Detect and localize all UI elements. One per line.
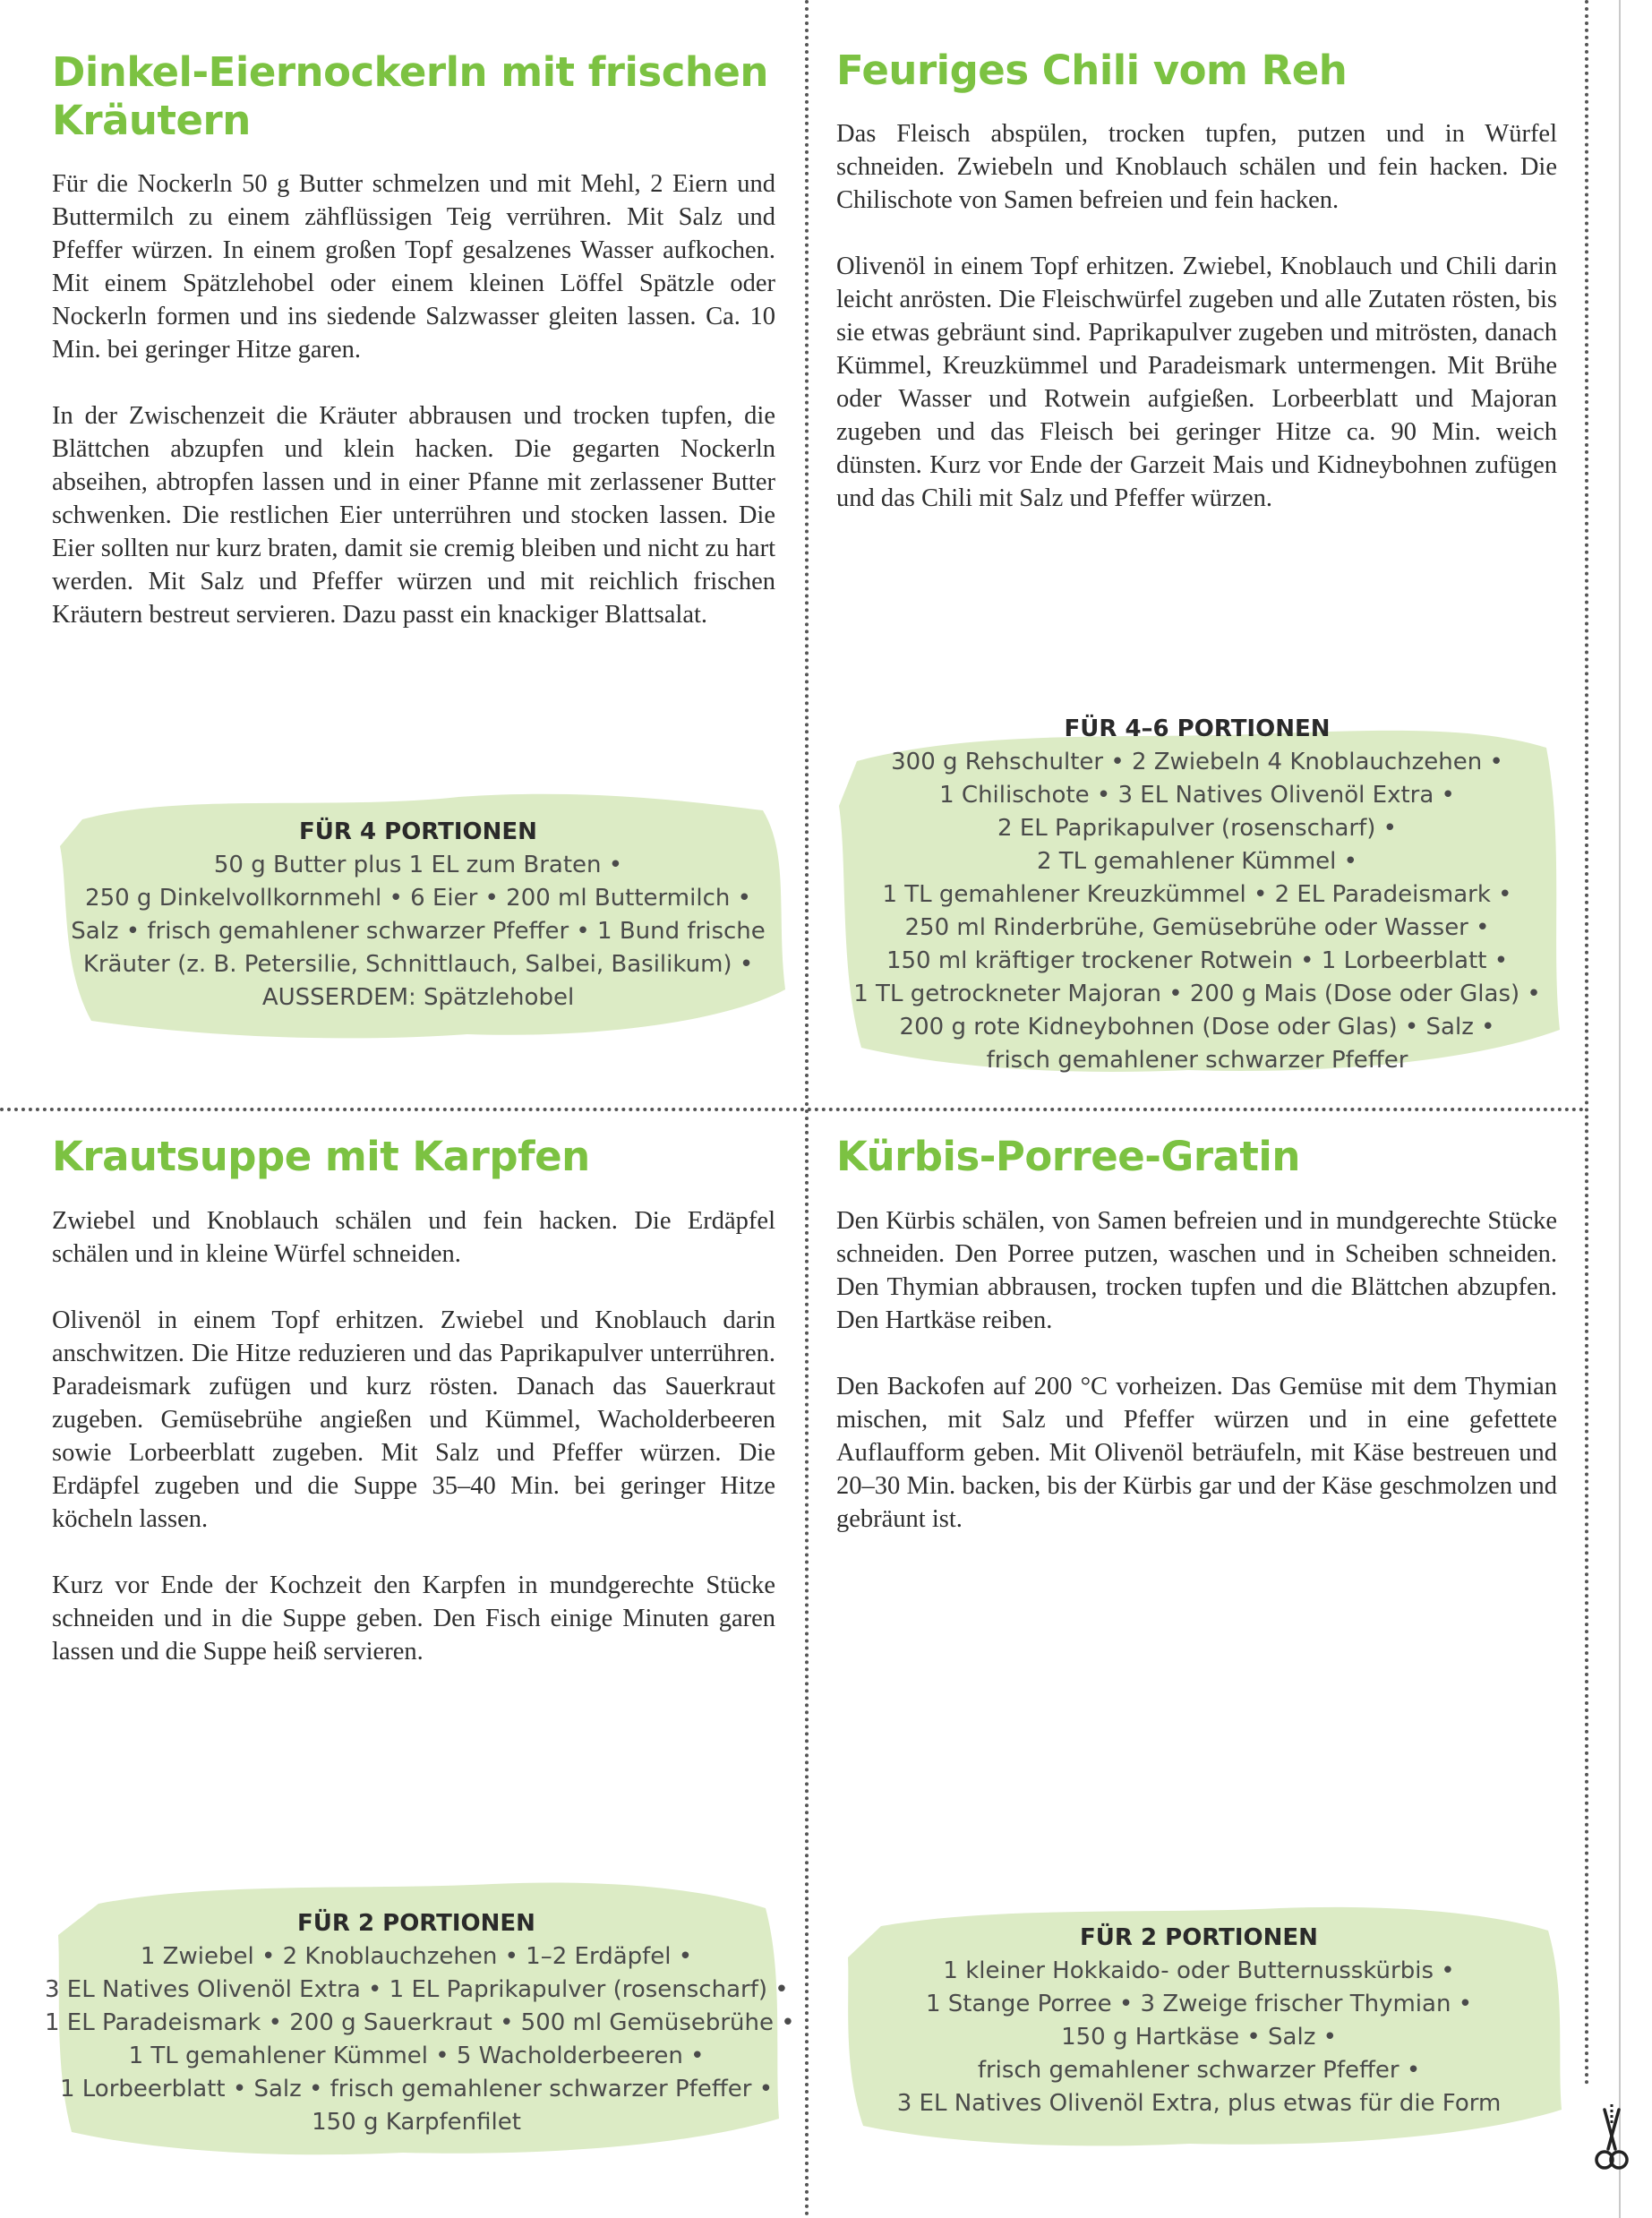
portions-heading: FÜR 4–6 PORTIONEN [1064,715,1331,742]
recipe-instructions [836,1204,1557,1569]
recipe-instructions [836,117,1557,548]
ingredient-line: 50 g Butter plus 1 EL zum Braten • [213,852,623,878]
instruction-paragraph: In der Zwischenzeit die Kräuter abbrausen und trocken tupfen, die Blättchen abzupfen und klein hacken. Die gegarten Nockerln abseihen, abtropfen lassen und in einer Pfanne mit zerlassener Butter schwenken. Die restlichen Eier unterrühren und stocken lassen. Die Eier sollten nur kurz braten, damit sie cremig bleiben und nicht zu hart werden. Mit Salz und Pfeffer würzen und mit reichlich frischen Kräutern bestreut servieren. Dazu passt ein knackiger Blattsalat. [52,402,775,629]
instruction-paragraph: Den Backofen auf 200 °C vorheizen. Das Gemüse mit dem Thymian mischen, mit Salz und Pfeffer würzen und in eine gefettete Auflaufform geben. Mit Olivenöl beträufeln, mit Käse bestreuen und 20–30 Min. backen, bis der Kürbis gar und der Käse geschmolzen und gebräunt ist. [836,1373,1557,1533]
recipe-card-dinkel-eiernockerln [0,0,805,1108]
instruction-paragraph: Olivenöl in einem Topf erhitzen. Zwiebel, Knoblauch und Chili darin leicht anrösten. Die Fleischwürfel zugeben und alle Zutaten rösten, bis sie etwas gebräunt sind. Paprikapulver zugeben und mitrösten, danach Kümmel, Kreuzkümmel und Paradeismark untermengen. Mit Brühe oder Wasser und Rotwein aufgießen. Lorbeerblatt und Majoran zugeben und das Fleisch bei geringer Hitze ca. 90 Min. weich dünsten. Kurz vor Ende der Garzeit Mais und Kidneybohnen zufügen und das Chili mit Salz und Pfeffer würzen. [836,253,1557,512]
recipe-title: Dinkel-Eiernockerln mit frischen Kräutern [52,48,768,144]
ingredient-line: 2 EL Paprikapulver (rosenscharf) • [997,815,1397,842]
ingredient-line: 1 kleiner Hokkaido- oder Butternusskürbis • [943,1957,1455,1984]
ingredient-line: Kräuter (z. B. Petersilie, Schnittlauch, Salbei, Basilikum) • [82,951,754,978]
ingredient-line: 3 EL Natives Olivenöl Extra, plus etwas für die Form [896,2090,1502,2117]
ingredient-line: AUSSERDEM: Spätzlehobel [261,984,575,1011]
ingredients-box [830,707,1564,1083]
portions-heading: FÜR 2 PORTIONEN [1080,1924,1318,1951]
portions-heading: FÜR 4 PORTIONEN [299,818,537,845]
ingredients-box [47,784,790,1052]
right-cut-line [1585,0,1588,2086]
ingredient-line: 1 TL gemahlener Kümmel • 5 Wacholderbeeren • [128,2042,705,2069]
recipe-card-krautsuppe [0,1111,805,2218]
ingredient-line: 1 TL getrockneter Majoran • 200 g Mais (Dose oder Glas) • [853,981,1541,1007]
ingredient-line: 1 Chilischote • 3 EL Natives Olivenöl Extra • [939,782,1455,809]
instruction-paragraph: Olivenöl in einem Topf erhitzen. Zwiebel und Knoblauch darin anschwitzen. Die Hitze reduzieren und das Paprikapulver unterrühren. Paradeismark zufügen und kurz rösten. Danach das Sauerkraut zugeben. Gemüsebrühe angießen und Kümmel, Wacholderbeeren sowie Lorbeerblatt zugeben. Mit Salz und Pfeffer würzen. Die Erdäpfel zugeben und die Suppe 35–40 Min. bei geringer Hitze köcheln lassen. [52,1306,775,1533]
instruction-paragraph: Zwiebel und Knoblauch schälen und fein hacken. Die Erdäpfel schälen und in kleine Würfel schneiden. [52,1207,775,1268]
instruction-paragraph: Das Fleisch abspülen, trocken tupfen, putzen und in Würfel schneiden. Zwiebeln und Knoblauch schälen und fein hacken. Die Chilischote von Samen befreien und fein hacken. [836,120,1557,214]
ingredient-line: Salz • frisch gemahlener schwarzer Pfeffer • 1 Bund frische [71,918,766,945]
instruction-paragraph: Kurz vor Ende der Kochzeit den Karpfen in mundgerechte Stücke schneiden und in die Suppe geben. Den Fisch einige Minuten garen lassen und die Suppe heiß servieren. [52,1571,775,1666]
recipe-instructions [52,167,775,664]
ingredient-line: 2 TL gemahlener Kümmel • [1036,848,1358,875]
recipe-card-kuerbis-porree-gratin [805,1111,1585,2218]
ingredients-box [832,1895,1566,2154]
ingredient-line: 1 Zwiebel • 2 Knoblauchzehen • 1–2 Erdäpfel • [140,1943,693,1970]
ingredient-line: 1 TL gemahlener Kreuzkümmel • 2 EL Paradeismark • [882,881,1512,908]
ingredient-line: 1 EL Paradeismark • 200 g Sauerkraut • 500 ml Gemüsebrühe • [45,2009,795,2036]
recipe-instructions [52,1204,775,1701]
ingredient-line: 300 g Rehschulter • 2 Zwiebeln 4 Knoblauchzehen • [891,749,1503,775]
ingredient-line: 150 ml kräftiger trockener Rotwein • 1 Lorbeerblatt • [886,947,1509,974]
page-edge [1619,0,1621,2218]
portions-heading: FÜR 2 PORTIONEN [297,1910,535,1937]
recipe-title: Krautsuppe mit Karpfen [52,1133,590,1180]
ingredient-line: 250 ml Rinderbrühe, Gemüsebrühe oder Wasser • [904,914,1490,941]
ingredients-box [45,1868,795,2163]
ingredient-line: 150 g Hartkäse • Salz • [1061,2024,1337,2051]
scissors-icon [1585,2104,1639,2176]
recipe-title: Feuriges Chili vom Reh [836,47,1348,94]
ingredient-line: 1 Lorbeerblatt • Salz • frisch gemahlener schwarzer Pfeffer • [59,2076,774,2102]
ingredient-line: frisch gemahlener schwarzer Pfeffer [986,1047,1408,1074]
ingredient-line: 200 g rote Kidneybohnen (Dose oder Glas) • Salz • [899,1014,1495,1040]
ingredient-line: 150 g Karpfenfilet [312,2109,521,2136]
ingredient-line: frisch gemahlener schwarzer Pfeffer • [977,2057,1421,2084]
recipe-card-chili-vom-reh [805,0,1585,1108]
ingredient-line: 3 EL Natives Olivenöl Extra • 1 EL Paprikapulver (rosenscharf) • [45,1976,789,2003]
ingredient-line: 1 Stange Porree • 3 Zweige frischer Thymian • [925,1991,1473,2017]
instruction-paragraph: Den Kürbis schälen, von Samen befreien und in mundgerechte Stücke schneiden. Den Porree putzen, waschen und in Scheiben schneiden. Den Thymian abbrausen, trocken tupfen und die Blättchen abzupfen. Den Hartkäse reiben. [836,1207,1557,1334]
instruction-paragraph: Für die Nockerln 50 g Butter schmelzen und mit Mehl, 2 Eiern und Buttermilch zu einem zähflüssigen Teig verrühren. Mit Salz und Pfeffer würzen. In einem großen Topf gesalzenes Wasser aufkochen. Mit einem Spätzlehobel oder einem kleinen Löffel Spätzle oder Nockerln formen und ins siedende Salzwasser gleiten lassen. Ca. 10 Min. bei geringer Hitze garen. [52,170,775,364]
ingredient-line: 250 g Dinkelvollkornmehl • 6 Eier • 200 ml Buttermilch • [85,885,751,912]
recipe-title: Kürbis-Porree-Gratin [836,1133,1300,1180]
